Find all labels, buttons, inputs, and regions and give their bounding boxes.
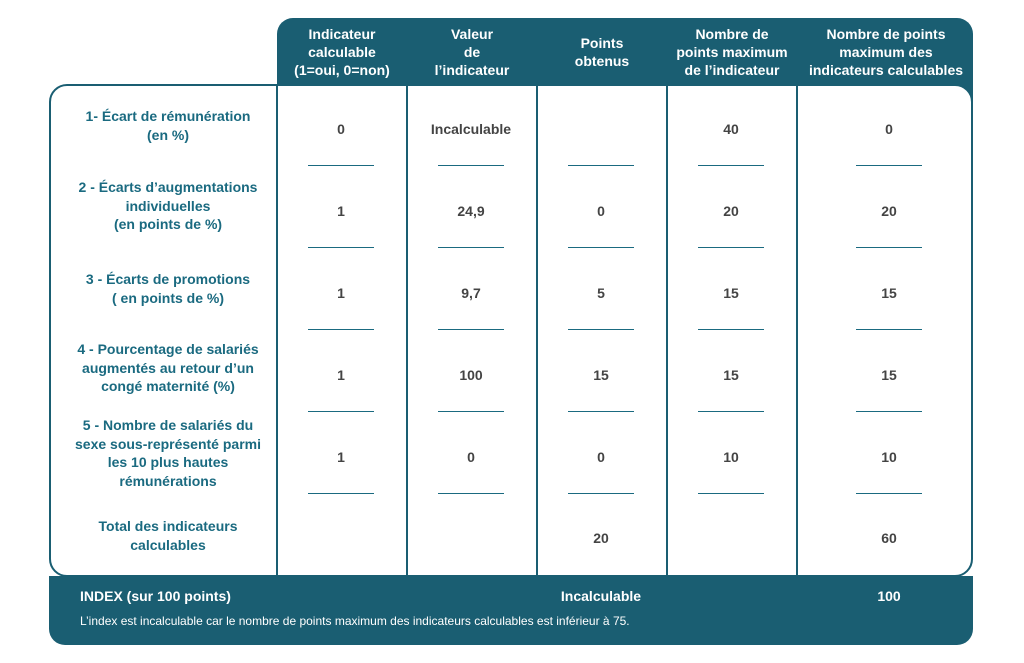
cell-points-obtenus: 0 [597,203,605,219]
cell-underline [698,165,764,166]
cell-underline [698,411,764,412]
cell-calculable: 1 [337,449,345,465]
cell-underline [438,247,504,248]
row-label-total: Total des indicateurs calculables [98,518,238,553]
row-label-ecart-remuneration: 1- Écart de rémunération (en %) [85,108,251,143]
cell-points-max-calculables: 20 [881,203,897,219]
table-body [49,84,973,577]
cell-points-obtenus: 15 [593,367,609,383]
cell-points-max-calculables: 15 [881,367,897,383]
cell-calculable: 1 [337,367,345,383]
cell-underline [856,493,922,494]
cell-underline [568,411,634,412]
cell-underline [856,247,922,248]
cell-underline [438,329,504,330]
cell-points-max-calculables: 0 [885,121,893,137]
cell-underline [698,247,764,248]
column-divider [796,84,798,577]
cell-valeur: 100 [459,367,483,383]
cell-valeur: Incalculable [430,121,512,137]
cell-total-points-max-calculables: 60 [881,530,897,546]
header-points-max-calculables: Nombre de points maximum des indicateurs calculables [808,26,964,78]
footer-bar [49,576,973,645]
cell-underline [568,493,634,494]
cell-total-points-obtenus: 20 [593,530,609,546]
cell-calculable: 1 [337,285,345,301]
row-label-hautes-remunerations: 5 - Nombre de salariés du sexe sous-représenté parmi les 10 plus hautes rémunérations [75,417,261,489]
cell-points-max: 20 [723,203,739,219]
cell-underline [308,329,374,330]
header-points-max-indicateur: Nombre de points maximum de l’indicateur [676,26,788,78]
cell-points-max-calculables: 10 [881,449,897,465]
cell-points-max: 15 [723,285,739,301]
cell-underline [698,493,764,494]
cell-underline [568,247,634,248]
row-label-conge-maternite: 4 - Pourcentage de salariés augmentés au retour d’un congé maternité (%) [77,341,259,394]
cell-underline [438,165,504,166]
cell-underline [308,411,374,412]
column-divider [276,84,278,577]
column-divider [536,84,538,577]
cell-points-obtenus: 5 [597,285,605,301]
index-max: 100 [877,588,901,604]
row-label-promotions: 3 - Écarts de promotions ( en points de %) [85,271,251,306]
cell-underline [856,329,922,330]
cell-points-max: 40 [723,121,739,137]
cell-points-obtenus: 0 [597,449,605,465]
cell-underline [308,165,374,166]
cell-points-max: 15 [723,367,739,383]
cell-underline [568,329,634,330]
header-points-obtenus: Points obtenus [574,35,630,69]
cell-valeur: 0 [467,449,475,465]
cell-underline [568,165,634,166]
index-label: INDEX (sur 100 points) [80,588,231,604]
header-indicateur-calculable: Indicateur calculable (1=oui, 0=non) [294,26,390,78]
cell-underline [438,411,504,412]
header-valeur-indicateur: Valeur de l’indicateur [434,26,510,78]
cell-underline [438,493,504,494]
cell-points-max: 10 [723,449,739,465]
cell-underline [308,247,374,248]
cell-underline [856,411,922,412]
column-divider [666,84,668,577]
cell-valeur: 9,7 [461,285,481,301]
cell-points-max-calculables: 15 [881,285,897,301]
row-label-augmentations: 2 - Écarts d’augmentations individuelles (en points de %) [78,179,258,232]
cell-calculable: 1 [337,203,345,219]
cell-valeur: 24,9 [457,203,485,219]
column-divider [406,84,408,577]
index-value: Incalculable [560,588,642,604]
cell-underline [308,493,374,494]
cell-underline [856,165,922,166]
cell-underline [698,329,764,330]
footer-note: L’index est incalculable car le nombre de points maximum des indicateurs calculables est inférieur à 75. [80,614,630,628]
cell-calculable: 0 [337,121,345,137]
